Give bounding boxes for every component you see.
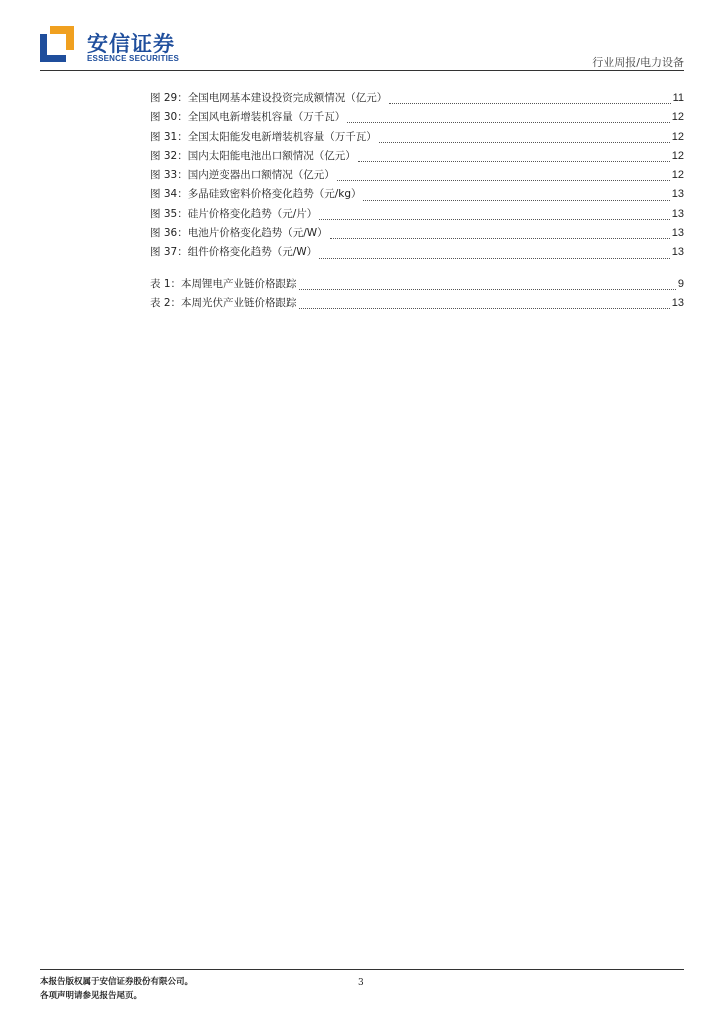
logo-chinese-name: 安信证券 [87, 32, 175, 56]
page-header [40, 26, 684, 70]
figure-toc-entry[interactable] [150, 167, 684, 186]
dot-leader [319, 219, 670, 220]
figure-toc-entry[interactable] [150, 206, 684, 225]
figure-toc-label: 图 29：全国电网基本建设投资完成额情况（亿元） [150, 92, 388, 104]
figure-toc-page-number: 12 [671, 111, 684, 124]
dot-leader [337, 180, 670, 181]
figure-toc-label: 图 30：全国风电新增装机容量（万千瓦） [150, 111, 346, 124]
figure-toc-label: 图 31：全国太阳能发电新增装机容量（万千瓦） [150, 130, 377, 143]
dot-leader [319, 258, 670, 259]
figure-toc-entry[interactable] [150, 109, 684, 128]
copyright-note: 本报告版权属于安信证券股份有限公司。 [40, 977, 194, 987]
figure-list [150, 90, 684, 264]
figure-toc-label: 图 35：硅片价格变化趋势（元/片） [150, 207, 318, 220]
table-of-contents [150, 90, 684, 314]
dot-leader [379, 142, 670, 143]
dot-leader [299, 289, 676, 290]
figure-toc-entry[interactable] [150, 186, 684, 205]
table-toc-label: 表 2：本周光伏产业链价格跟踪 [150, 296, 297, 309]
dot-leader [330, 238, 670, 239]
footer-divider [40, 969, 684, 970]
figure-toc-page-number: 12 [671, 149, 684, 162]
figure-toc-entry[interactable] [150, 244, 684, 263]
table-toc-page-number: 13 [671, 296, 684, 309]
figure-toc-page-number: 11 [672, 92, 684, 104]
list-gap [150, 264, 684, 276]
essence-logo-icon [40, 26, 74, 62]
page-number: 3 [358, 978, 364, 988]
figure-toc-label: 图 33：国内逆变器出口额情况（亿元） [150, 169, 335, 182]
figure-toc-page-number: 13 [671, 207, 684, 220]
table-toc-entry[interactable] [150, 295, 684, 314]
figure-toc-page-number: 12 [671, 169, 684, 182]
dot-leader [389, 103, 670, 104]
table-toc-label: 表 1：本周锂电产业链价格跟踪 [150, 277, 297, 290]
dot-leader [358, 161, 670, 162]
table-toc-entry[interactable] [150, 276, 684, 295]
figure-toc-label: 图 37：组件价格变化趋势（元/W） [150, 246, 318, 259]
figure-toc-page-number: 13 [671, 246, 684, 259]
report-type: 行业周报/电力设备 [592, 56, 684, 69]
figure-toc-label: 图 36：电池片价格变化趋势（元/W） [150, 227, 328, 240]
disclaimer-note: 各项声明请参见报告尾页。 [40, 991, 143, 1001]
figure-toc-entry[interactable] [150, 90, 684, 109]
figure-toc-page-number: 13 [671, 227, 684, 240]
dot-leader [347, 122, 670, 123]
figure-toc-label: 图 32：国内太阳能电池出口额情况（亿元） [150, 149, 356, 162]
figure-toc-page-number: 12 [671, 130, 684, 143]
table-list [150, 276, 684, 315]
table-toc-page-number: 9 [677, 277, 684, 290]
dot-leader [363, 200, 669, 201]
figure-toc-entry[interactable] [150, 225, 684, 244]
figure-toc-label: 图 34：多晶硅致密料价格变化趋势（元/kg） [150, 188, 362, 201]
figure-toc-entry[interactable] [150, 129, 684, 148]
figure-toc-entry[interactable] [150, 148, 684, 167]
logo-english-name: ESSENCE SECURITIES [87, 54, 180, 63]
header-divider [40, 70, 684, 71]
figure-toc-page-number: 13 [671, 188, 684, 201]
dot-leader [299, 308, 670, 309]
